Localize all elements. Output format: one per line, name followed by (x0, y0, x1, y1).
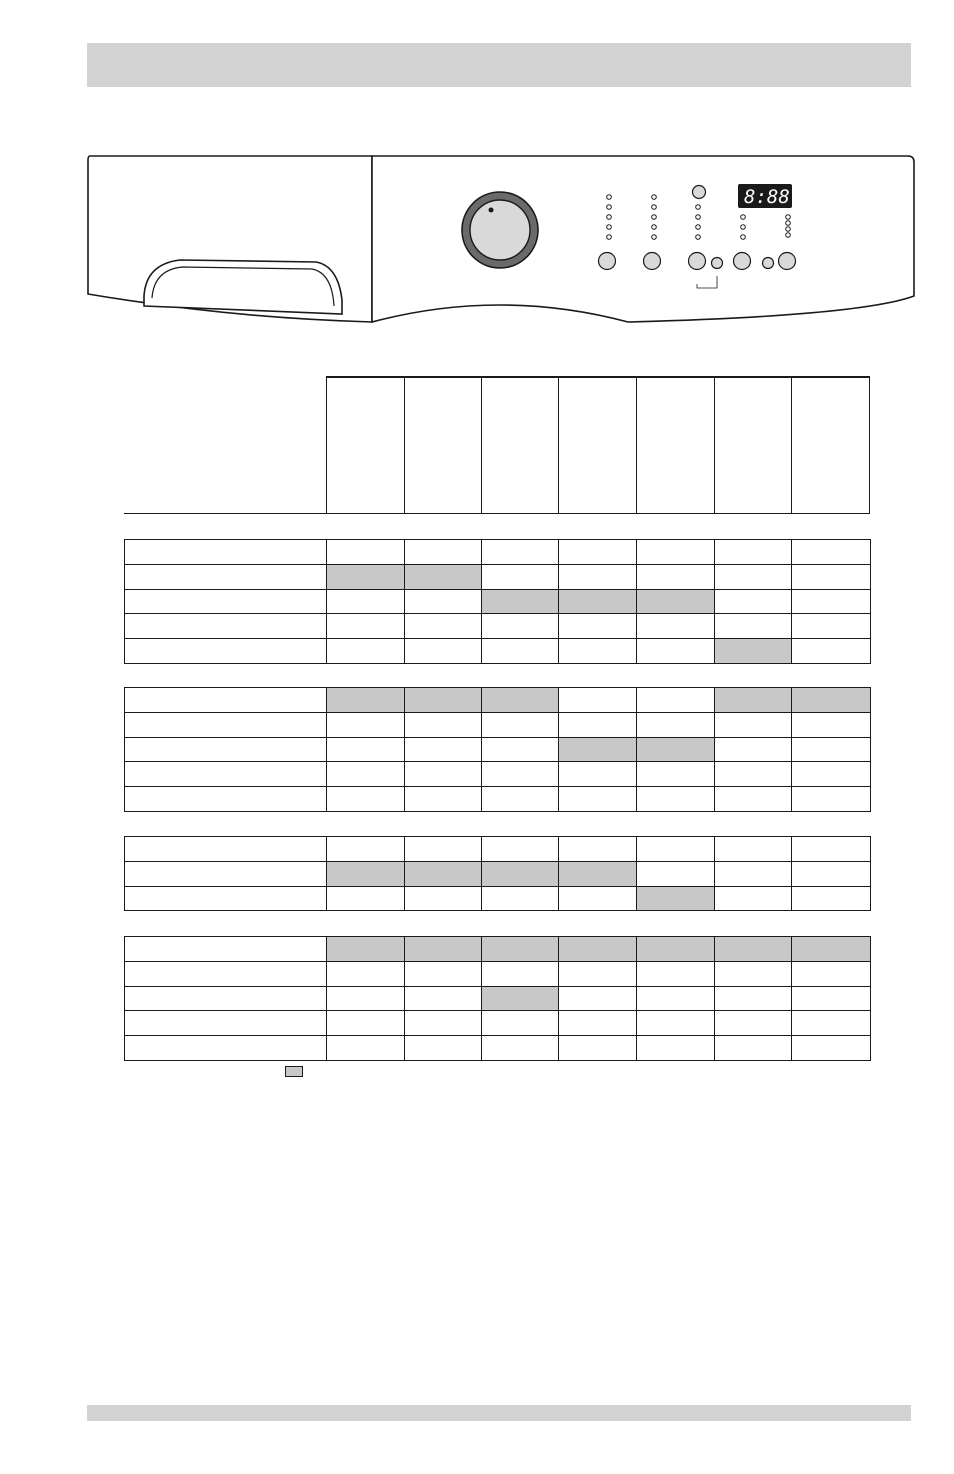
empty-cell (637, 1011, 715, 1036)
table-row (125, 614, 871, 639)
program-selector-knob[interactable] (462, 192, 538, 268)
empty-cell (482, 787, 559, 812)
option-button-3[interactable] (689, 253, 706, 270)
empty-cell (405, 787, 482, 812)
options-table-group-1 (124, 539, 871, 664)
empty-cell (792, 886, 871, 911)
empty-cell (482, 837, 559, 862)
empty-cell (715, 762, 792, 787)
start-pause-button[interactable] (693, 186, 706, 199)
option-button-4[interactable] (734, 253, 751, 270)
table-row (125, 737, 871, 762)
shaded-cell (482, 589, 559, 614)
empty-cell (792, 986, 871, 1011)
row-label-cell (125, 787, 327, 812)
empty-cell (482, 540, 559, 565)
empty-cell (715, 1011, 792, 1036)
table-column-headers (124, 376, 870, 514)
empty-cell (559, 886, 637, 911)
shaded-cell (559, 861, 637, 886)
option-button-2[interactable] (644, 253, 661, 270)
empty-cell (792, 787, 871, 812)
empty-cell (482, 762, 559, 787)
shaded-cell (405, 937, 482, 962)
empty-cell (405, 737, 482, 762)
shaded-cell (327, 688, 405, 713)
empty-cell (327, 1011, 405, 1036)
empty-cell (482, 564, 559, 589)
empty-cell (327, 589, 405, 614)
empty-cell (715, 712, 792, 737)
empty-cell (559, 540, 637, 565)
empty-cell (715, 886, 792, 911)
empty-cell (637, 639, 715, 664)
empty-cell (327, 1036, 405, 1061)
table-row (125, 986, 871, 1011)
empty-cell (715, 614, 792, 639)
shaded-cell (482, 986, 559, 1011)
empty-cell (405, 986, 482, 1011)
option-button-small-2[interactable] (763, 258, 774, 269)
empty-cell (715, 589, 792, 614)
empty-cell (405, 639, 482, 664)
row-label-cell (125, 589, 327, 614)
table-row (125, 1036, 871, 1061)
empty-cell (405, 1036, 482, 1061)
empty-cell (792, 861, 871, 886)
empty-cell (482, 1036, 559, 1061)
shaded-cell (715, 937, 792, 962)
empty-cell (792, 1036, 871, 1061)
row-label-cell (125, 762, 327, 787)
empty-cell (482, 712, 559, 737)
empty-cell (327, 837, 405, 862)
empty-cell (792, 540, 871, 565)
empty-cell (559, 837, 637, 862)
empty-cell (715, 1036, 792, 1061)
empty-cell (405, 886, 482, 911)
shaded-cell (327, 937, 405, 962)
shaded-cell (327, 861, 405, 886)
empty-cell (715, 737, 792, 762)
empty-cell (327, 961, 405, 986)
empty-cell (792, 614, 871, 639)
empty-cell (559, 712, 637, 737)
empty-cell (792, 961, 871, 986)
shaded-cell (559, 589, 637, 614)
row-label-cell (125, 737, 327, 762)
table-row (125, 787, 871, 812)
empty-cell (559, 1011, 637, 1036)
empty-cell (405, 762, 482, 787)
table-row (125, 639, 871, 664)
footer-bar (87, 1405, 911, 1421)
shaded-cell (482, 688, 559, 713)
empty-cell (637, 688, 715, 713)
table-row (125, 937, 871, 962)
empty-cell (792, 564, 871, 589)
empty-cell (792, 589, 871, 614)
empty-cell (637, 614, 715, 639)
panel-outline-right (372, 156, 914, 322)
empty-cell (792, 712, 871, 737)
empty-cell (637, 762, 715, 787)
shaded-cell (482, 861, 559, 886)
options-table-group-4 (124, 936, 871, 1061)
row-label-cell (125, 886, 327, 911)
empty-cell (405, 837, 482, 862)
empty-cell (792, 837, 871, 862)
empty-cell (405, 961, 482, 986)
empty-cell (559, 1036, 637, 1061)
empty-cell (792, 1011, 871, 1036)
shaded-cell (637, 589, 715, 614)
empty-cell (637, 986, 715, 1011)
empty-cell (482, 961, 559, 986)
row-label-cell (125, 837, 327, 862)
shaded-cell (637, 937, 715, 962)
row-label-cell (125, 1011, 327, 1036)
table-row (125, 564, 871, 589)
row-label-cell (125, 564, 327, 589)
empty-cell (482, 886, 559, 911)
shaded-cell (559, 737, 637, 762)
empty-cell (559, 986, 637, 1011)
empty-cell (715, 564, 792, 589)
empty-cell (405, 1011, 482, 1036)
shaded-cell (792, 688, 871, 713)
empty-cell (327, 886, 405, 911)
empty-cell (637, 787, 715, 812)
empty-cell (637, 540, 715, 565)
row-label-cell (125, 540, 327, 565)
empty-cell (559, 688, 637, 713)
row-label-cell (125, 861, 327, 886)
empty-cell (327, 614, 405, 639)
empty-cell (405, 589, 482, 614)
empty-cell (482, 737, 559, 762)
row-label-cell (125, 986, 327, 1011)
legend-shaded-swatch (285, 1066, 303, 1077)
option-button-1[interactable] (599, 253, 616, 270)
empty-cell (637, 861, 715, 886)
shaded-cell (792, 937, 871, 962)
shaded-cell (405, 564, 482, 589)
shaded-cell (715, 639, 792, 664)
empty-cell (792, 737, 871, 762)
row-label-cell (125, 688, 327, 713)
empty-cell (715, 837, 792, 862)
empty-cell (792, 762, 871, 787)
shaded-cell (405, 861, 482, 886)
empty-cell (559, 787, 637, 812)
empty-cell (715, 961, 792, 986)
row-label-cell (125, 639, 327, 664)
control-panel-illustration (80, 148, 920, 328)
empty-cell (637, 961, 715, 986)
empty-cell (327, 986, 405, 1011)
empty-cell (327, 737, 405, 762)
empty-cell (715, 861, 792, 886)
shaded-cell (715, 688, 792, 713)
empty-cell (715, 986, 792, 1011)
empty-cell (559, 639, 637, 664)
row-label-cell (125, 961, 327, 986)
empty-cell (482, 639, 559, 664)
empty-cell (482, 614, 559, 639)
empty-cell (637, 564, 715, 589)
options-table-group-3 (124, 836, 871, 911)
empty-cell (637, 837, 715, 862)
shaded-cell (637, 737, 715, 762)
empty-cell (559, 614, 637, 639)
empty-cell (559, 564, 637, 589)
option-button-small-1[interactable] (712, 258, 723, 269)
shaded-cell (482, 937, 559, 962)
option-button-5[interactable] (779, 253, 796, 270)
empty-cell (559, 762, 637, 787)
table-row (125, 688, 871, 713)
table-row (125, 712, 871, 737)
shaded-cell (405, 688, 482, 713)
empty-cell (327, 540, 405, 565)
table-row (125, 961, 871, 986)
row-label-cell (125, 712, 327, 737)
table-row (125, 1011, 871, 1036)
empty-cell (482, 1011, 559, 1036)
table-row (125, 540, 871, 565)
table-row (125, 762, 871, 787)
display-readout: 8:88 (744, 186, 790, 208)
empty-cell (715, 540, 792, 565)
empty-cell (637, 712, 715, 737)
empty-cell (327, 712, 405, 737)
row-label-cell (125, 614, 327, 639)
empty-cell (637, 1036, 715, 1061)
table-row (125, 837, 871, 862)
empty-cell (327, 762, 405, 787)
shaded-cell (637, 886, 715, 911)
shaded-cell (559, 937, 637, 962)
options-table-group-2 (124, 687, 871, 812)
empty-cell (327, 787, 405, 812)
empty-cell (792, 639, 871, 664)
empty-cell (559, 961, 637, 986)
table-row (125, 589, 871, 614)
empty-cell (715, 787, 792, 812)
row-label-cell (125, 1036, 327, 1061)
header-bar (87, 43, 911, 87)
row-label-cell (125, 937, 327, 962)
empty-cell (405, 540, 482, 565)
table-row (125, 886, 871, 911)
table-row (125, 861, 871, 886)
empty-cell (327, 639, 405, 664)
empty-cell (405, 614, 482, 639)
shaded-cell (327, 564, 405, 589)
empty-cell (405, 712, 482, 737)
